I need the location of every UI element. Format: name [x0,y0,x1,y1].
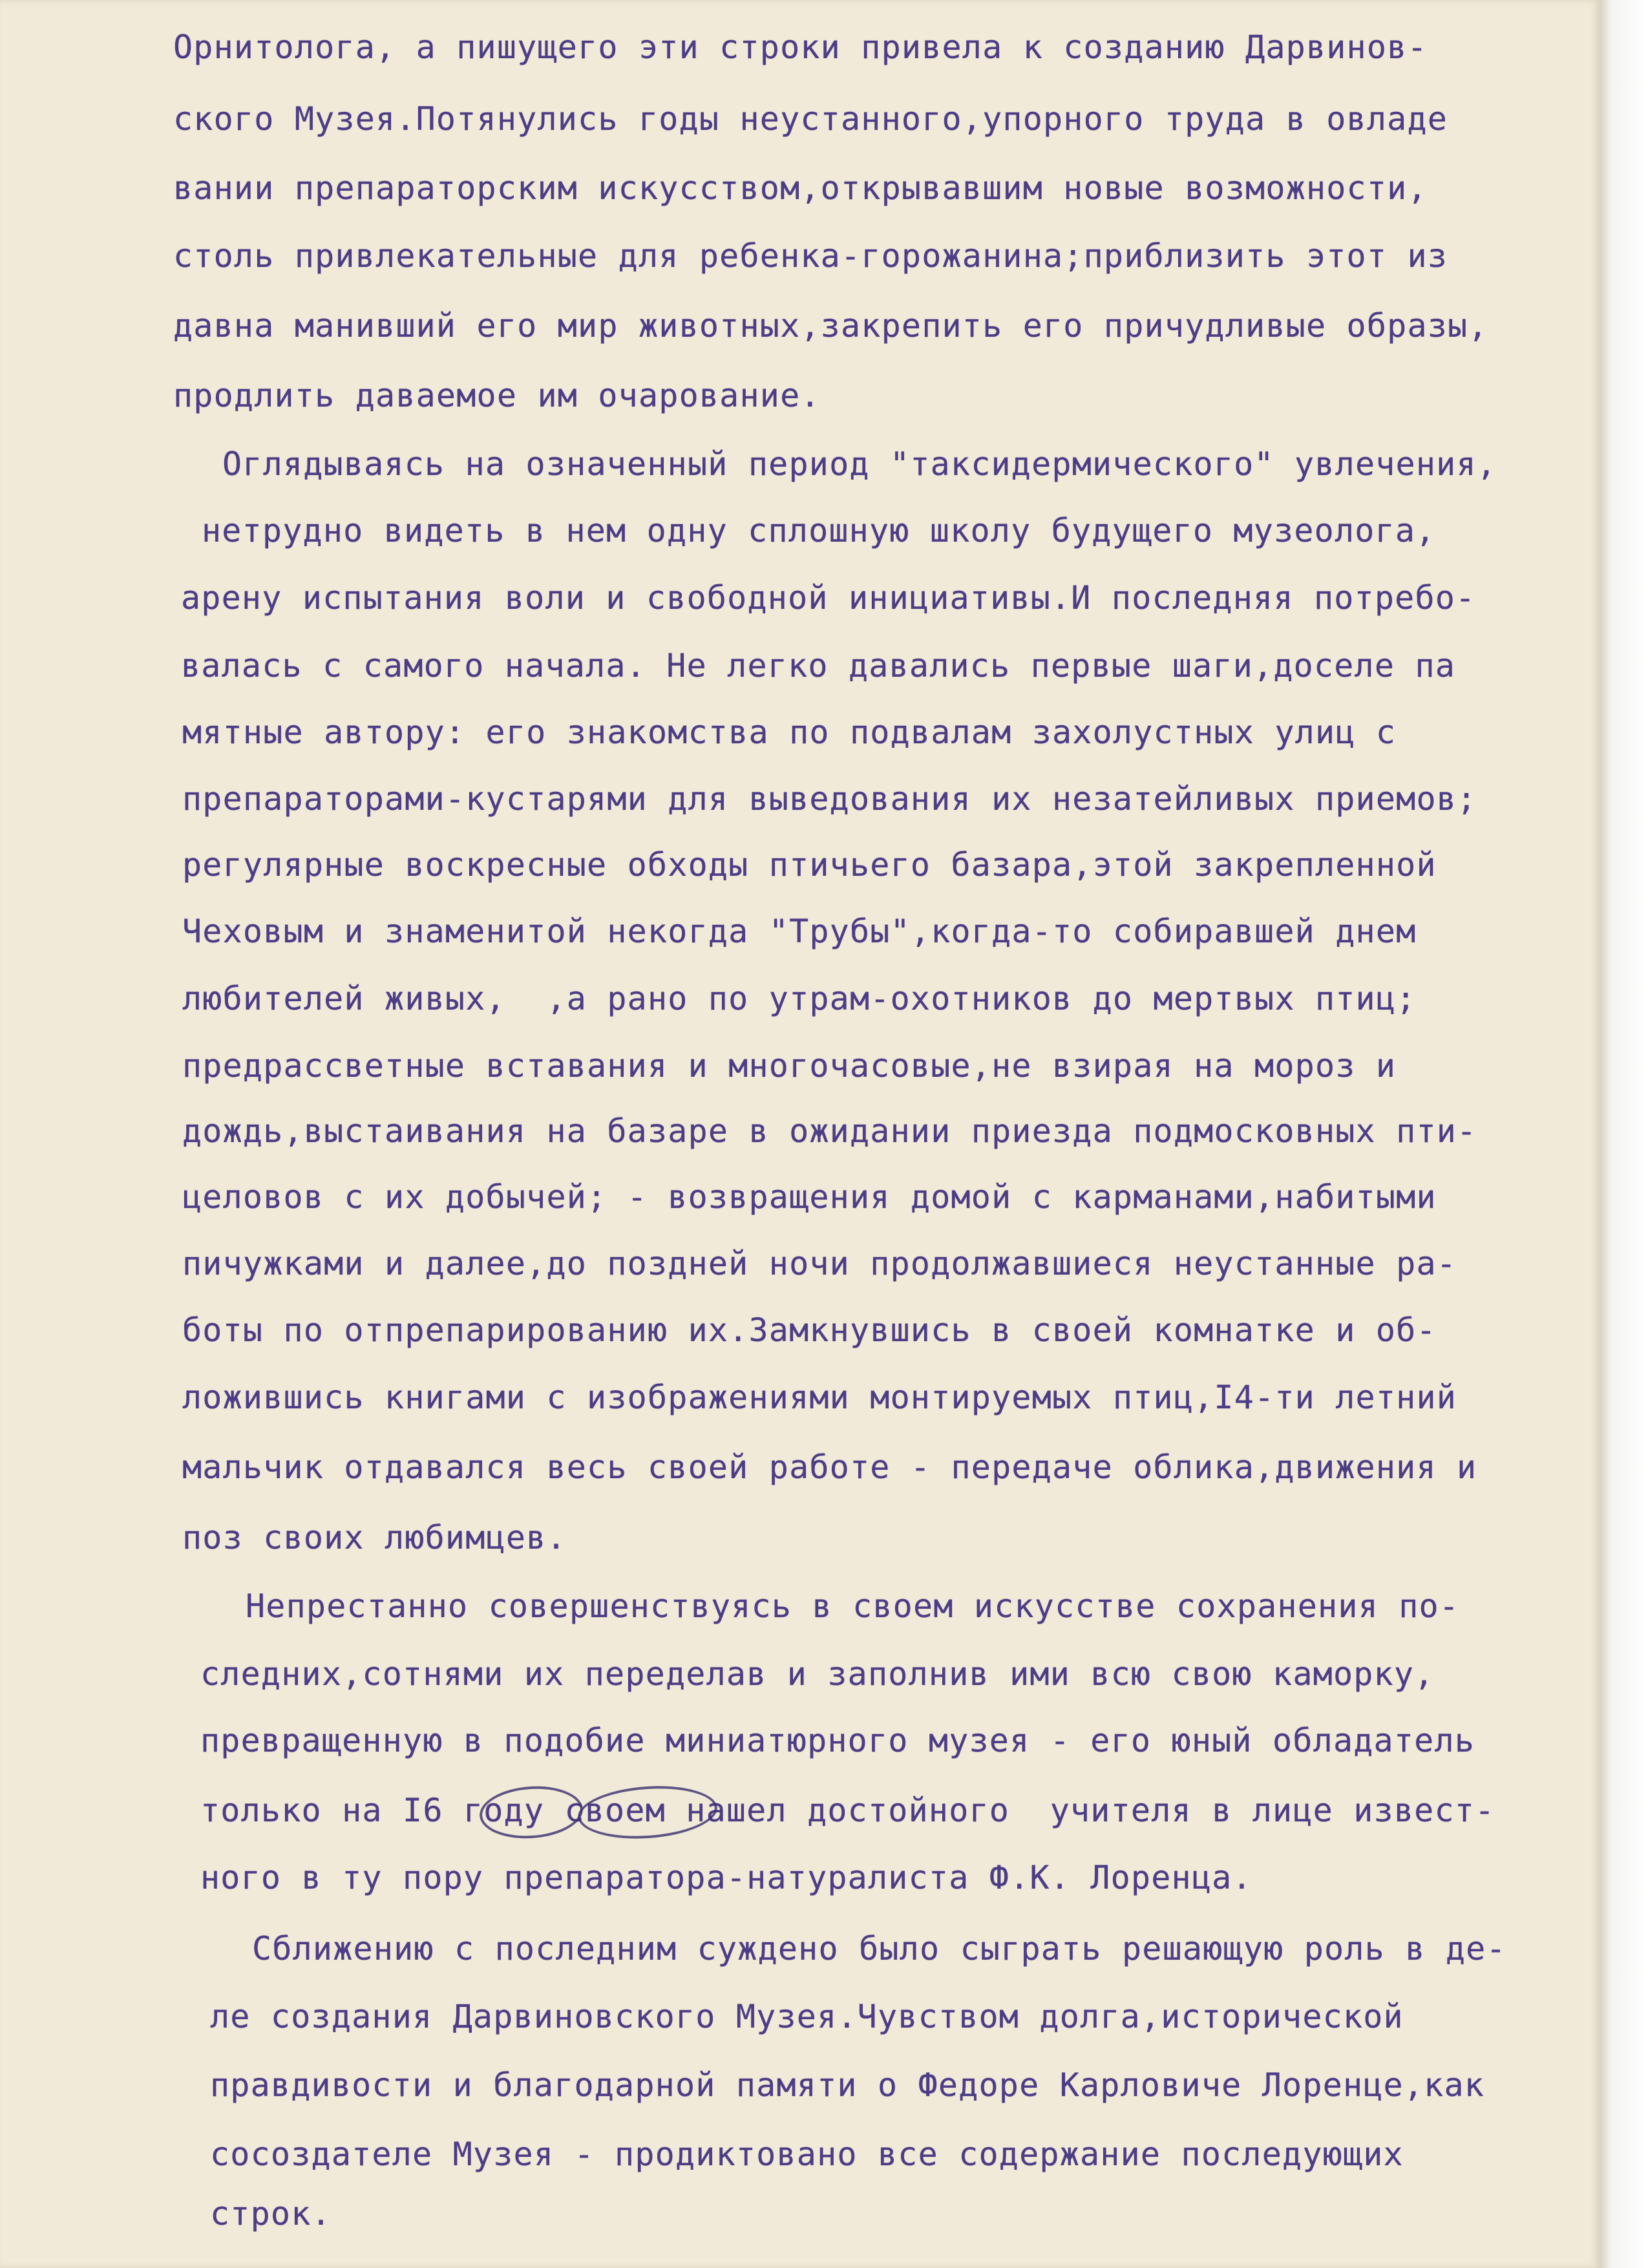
text-line: мятные автору: его знакомства по подвалам захолустных улиц с [182,714,1397,751]
text-line: строк. [210,2195,332,2232]
text-line: столь привлекательные для ребенка-горожанина;приблизить этот из [173,237,1448,275]
scan-edge [1600,0,1648,2268]
text-line: любителей живых, ,а рано по утрам-охотников до мертвых птиц; [182,980,1417,1017]
text-line: правдивости и благодарной памяти о Федоре Карловиче Лоренце,как [210,2066,1485,2104]
text-line: валась с самого начала. Не легко давались первые шаги,доселе па [181,647,1456,684]
text-line: Чеховым и знаменитой некогда "Трубы",когда-то собиравшей днем [182,913,1417,950]
text-line: препараторами-кустарями для выведования их незатейливых приемов; [182,780,1477,818]
text-line: нетрудно видеть в нем одну сплошную школу будущего музеолога, [202,512,1436,549]
text-line: ного в ту пору препаратора-натуралиста Ф.К. Лоренца. [200,1859,1252,1896]
text-line: сосоздателе Музея - продиктовано все содержание последующих [210,2136,1404,2173]
text-line: Орнитолога, а пишущего эти строки привела к созданию Дарвинов- [173,28,1428,66]
text-line: ского Музея.Потянулись годы неустанного,упорного труда в овладе [173,100,1448,138]
text-line: Сближению с последним суждено было сыграть решающую роль в де- [252,1930,1506,1967]
text-line: предрассветные вставания и многочасовые,не взирая на мороз и [182,1047,1397,1085]
text-line: только на I6 году своем нашел достойного учителя в лице извест- [200,1792,1495,1829]
text-line: арену испытания воли и свободной инициативы.И последняя потребо- [181,579,1476,617]
text-line: продлить даваемое им очарование. [173,377,821,414]
text-line: ле создания Дарвиновского Музея.Чувством долга,исторической [210,1998,1404,2035]
text-line: Непрестанно совершенствуясь в своем искусстве сохранения по- [246,1587,1460,1625]
text-line: дождь,выстаивания на базаре в ожидании приезда подмосковных пти- [182,1112,1477,1150]
text-line: следних,сотнями их переделав и заполнив ими всю свою каморку, [200,1655,1435,1693]
text-line: давна манивший его мир животных,закрепить его причудливые образы, [173,307,1488,344]
text-line: Оглядываясь на означенный период "таксидермического" увлечения, [222,445,1497,483]
text-line: боты по отпрепарированию их.Замкнувшись в своей комнатке и об- [182,1311,1437,1349]
text-line: вании препараторским искусством,открывавшим новые возможности, [173,169,1428,207]
text-line: поз своих любимцев. [182,1519,567,1556]
text-line: целовов с их добычей; - возвращения домой с карманами,набитыми [182,1178,1437,1216]
text-line: пичужками и далее,до поздней ночи продолжавшиеся неустанные ра- [182,1245,1457,1282]
text-line: регулярные воскресные обходы птичьего базара,этой закрепленной [182,846,1437,884]
text-line: мальчик отдавался весь своей работе - передаче облика,движения и [182,1448,1477,1486]
text-line: ложившись книгами с изображениями монтируемых птиц,I4-ти летний [182,1379,1457,1416]
text-line: превращенную в подобие миниатюрного музея - его юный обладатель [200,1722,1475,1759]
